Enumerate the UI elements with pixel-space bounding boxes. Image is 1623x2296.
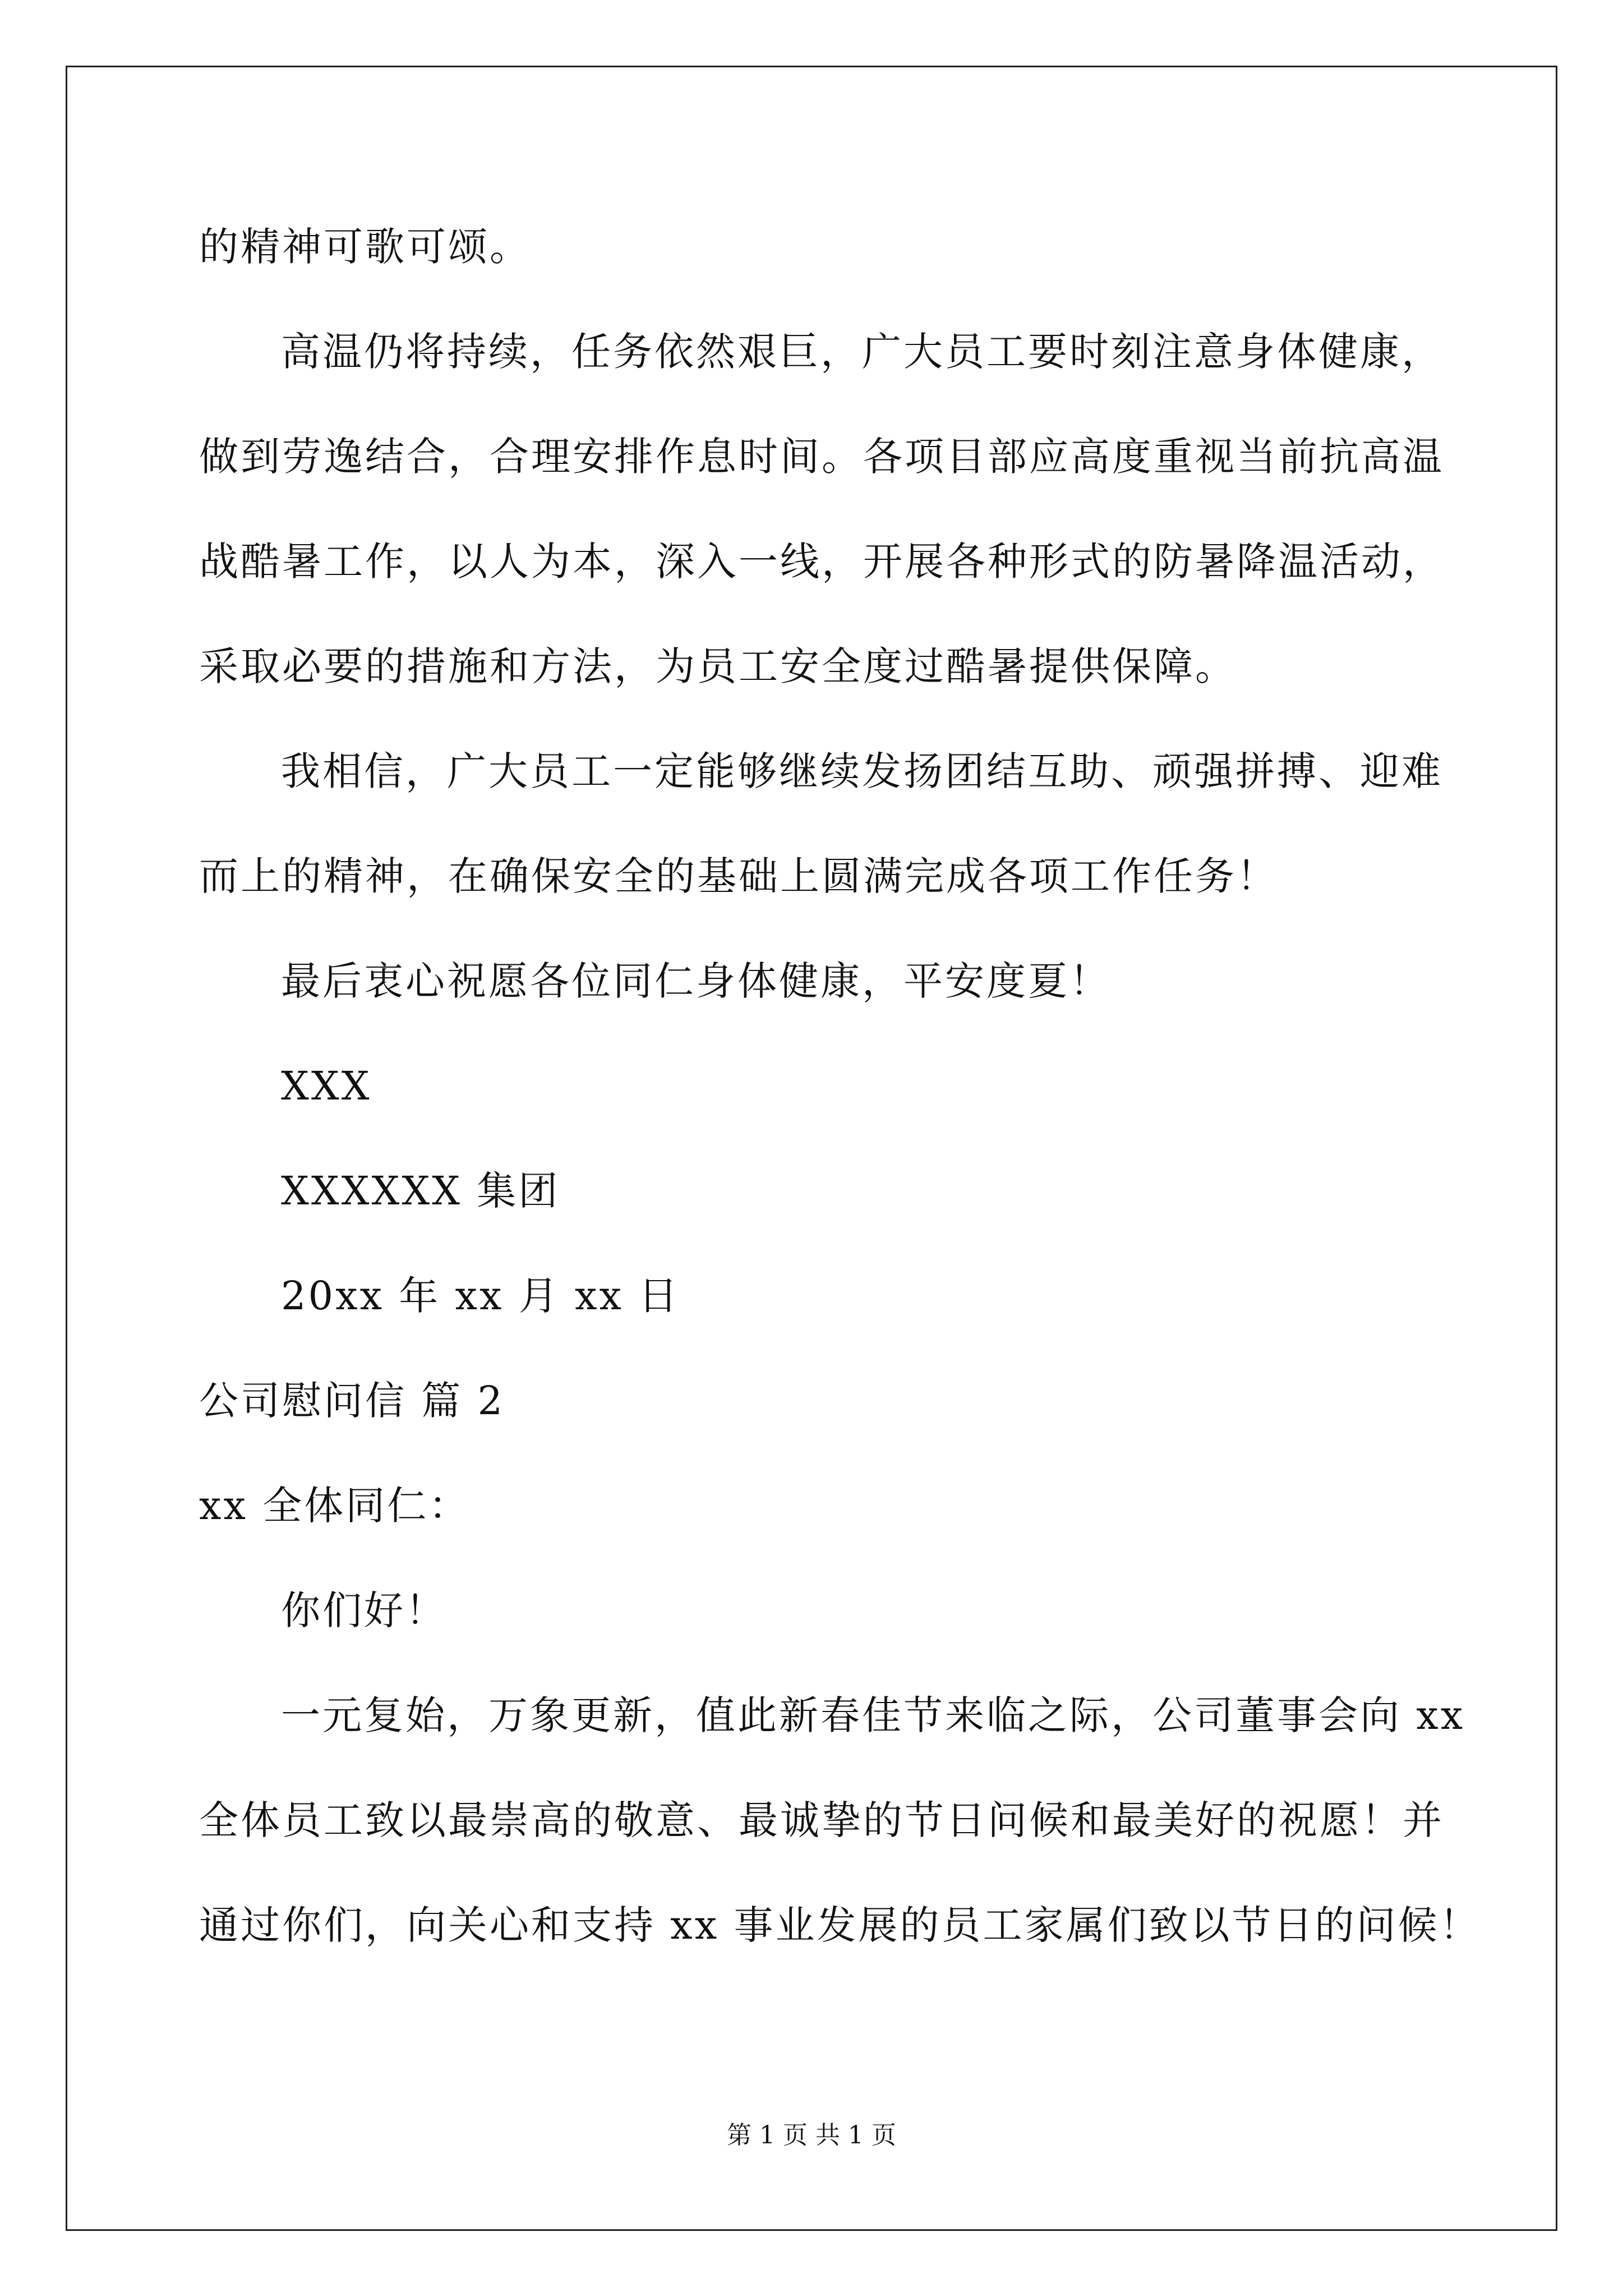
closing-wish: 最后衷心祝愿各位同仁身体健康，平安度夏！ [281,958,1111,1004]
paragraph-line: 高温仍将持续，任务依然艰巨，广大员工要时刻注意身体健康， [281,329,1443,375]
text-line: 的精神可歌可颂。 [199,224,531,270]
text-line: 战酷暑工作，以人为本，深入一线，开展各种形式的防暑降温活动， [199,539,1444,585]
signature-date: 20xx 年 xx 月 xx 日 [281,1273,680,1319]
text-line: 做到劳逸结合，合理安排作息时间。各项目部应高度重视当前抗高温 [199,434,1444,480]
greeting: 你们好！ [281,1588,447,1634]
text-line: 全体员工致以最崇高的敬意、最诚挚的节日问候和最美好的祝愿！并 [199,1797,1444,1843]
paragraph-line: 一元复始，万象更新，值此新春佳节来临之际，公司董事会向 xx [281,1692,1465,1738]
text-line: 通过你们，向关心和支持 xx 事业发展的员工家属们致以节日的问候！ [199,1902,1481,1948]
salutation: xx 全体同仁： [199,1483,471,1529]
signature-name: XXX [281,1063,372,1109]
text-line: 而上的精神，在确保安全的基础上圆满完成各项工作任务！ [199,853,1278,899]
page-number-footer: 第 1 页 共 1 页 [727,2121,896,2150]
section-heading: 公司慰问信 篇 2 [199,1378,505,1424]
text-line: 采取必要的措施和方法，为员工安全度过酷暑提供保障。 [199,643,1237,689]
paragraph-line: 我相信，广大员工一定能够继续发扬团结互助、顽强拼搏、迎难 [281,748,1443,794]
signature-company: XXXXXX 集团 [281,1168,560,1214]
